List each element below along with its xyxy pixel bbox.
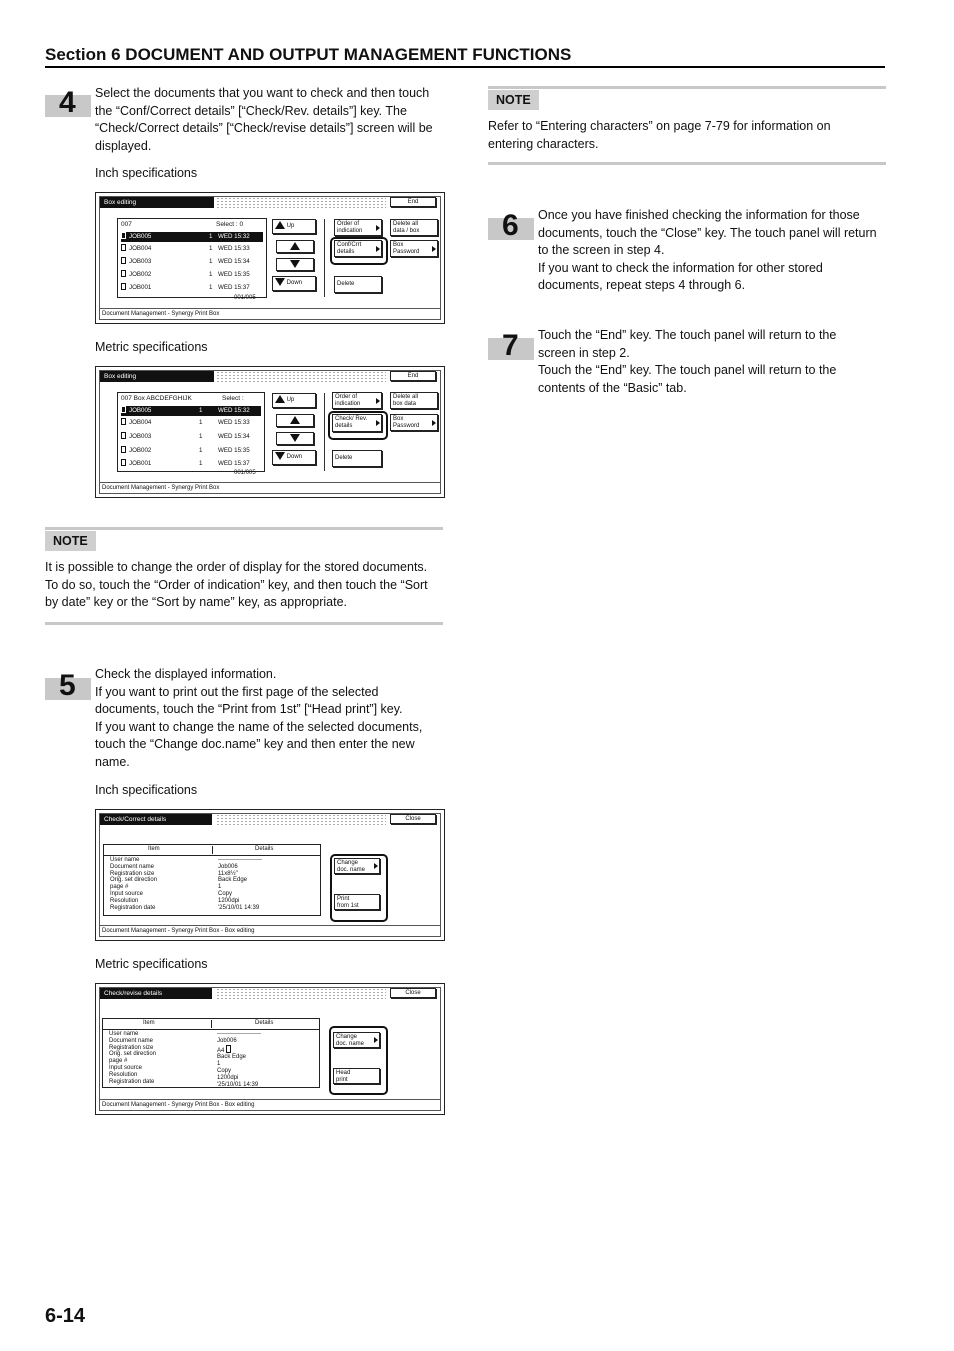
step-6-number: 6 <box>488 218 534 240</box>
select-count: Select : <box>222 395 244 402</box>
inch-spec-label: Inch specifications <box>95 783 198 797</box>
document-icon <box>121 244 126 251</box>
document-icon <box>121 283 126 290</box>
up-arrow-icon <box>290 416 300 424</box>
orientation-icon <box>226 1045 231 1053</box>
document-icon <box>121 432 126 439</box>
column-header-details: Details <box>255 846 274 852</box>
list-item[interactable]: JOB001 1 WED 15:37 <box>121 283 263 293</box>
list-item[interactable]: JOB002 1 WED 15:35 <box>121 270 263 280</box>
up-arrow-icon <box>290 242 300 250</box>
metric-spec-label: Metric specifications <box>95 340 208 354</box>
section-header: Section 6 DOCUMENT AND OUTPUT MANAGEMENT FUNCTIONS <box>45 44 885 68</box>
note-top-rule <box>488 86 886 89</box>
order-of-indication-button[interactable]: Order of indication <box>334 219 382 236</box>
delete-button[interactable]: Delete <box>332 450 382 467</box>
step-5-number: 5 <box>45 678 91 700</box>
head-print-button[interactable]: Head print <box>333 1068 380 1084</box>
screen-title: Check/revise details <box>100 988 212 999</box>
metric-spec-label: Metric specifications <box>95 957 208 971</box>
list-item[interactable]: JOB005 1 WED 15:32 <box>121 406 261 416</box>
list-item[interactable]: JOB005 1 WED 15:32 <box>121 232 263 242</box>
screen-footer: Document Management - Synergy Print Box - Box editing <box>99 1099 441 1111</box>
scroll-up-button[interactable] <box>276 414 314 427</box>
step-6-text: Once you have finished checking the information for those documents, touch the “Close” key. The touch panel will return to the screen in step 4. If you want to check the information for other stored documents, repeat steps 4 through 6. <box>538 208 877 293</box>
screen-footer: Document Management - Synergy Print Box - Box editing <box>99 925 441 937</box>
down-button[interactable]: Down <box>272 450 316 465</box>
document-list <box>117 218 267 298</box>
document-list <box>117 392 265 472</box>
up-button[interactable]: Up <box>272 393 316 408</box>
screen-title: Box editing <box>100 197 214 208</box>
printer-icon <box>121 459 126 466</box>
change-doc-name-button[interactable]: Change doc. name <box>333 1032 380 1048</box>
document-icon <box>121 257 126 264</box>
item-labels: User name Document name Registration size Orig. set direction page # Input source Resolution Registration date <box>110 857 158 911</box>
check-correct-details-screen <box>95 809 445 941</box>
list-item[interactable]: JOB004 1 WED 15:33 <box>121 418 261 428</box>
printer-icon <box>121 446 126 453</box>
details-table <box>103 844 321 916</box>
item-labels: User name Document name Registration size Orig. set direction page # Input source Resolution Registration date <box>109 1031 157 1085</box>
arrow-right-icon <box>376 420 380 426</box>
note-label: NOTE <box>45 531 96 551</box>
change-doc-name-button[interactable]: Change doc. name <box>334 858 380 874</box>
note-bottom-rule <box>488 162 886 165</box>
column-header-item: Item <box>143 1020 155 1026</box>
document-icon <box>121 232 126 239</box>
list-item[interactable]: JOB002 1 WED 15:35 <box>121 446 261 456</box>
delete-all-button[interactable]: Delete all data / box <box>390 219 438 236</box>
check-revise-details-screen <box>95 983 445 1115</box>
step-7-number: 7 <box>488 338 534 360</box>
delete-button[interactable]: Delete <box>334 276 382 293</box>
box-password-button[interactable]: Box Password <box>390 414 438 431</box>
column-header-item: Item <box>148 846 160 852</box>
scroll-down-button[interactable] <box>276 258 314 271</box>
box-editing-screen-inch <box>95 192 445 324</box>
select-count: Select : 0 <box>216 221 244 228</box>
arrow-right-icon <box>376 246 380 252</box>
screen-title: Box editing <box>100 371 214 382</box>
arrow-right-icon <box>376 225 380 231</box>
screen-footer: Document Management - Synergy Print Box <box>99 308 441 320</box>
page-counter: 001/005 <box>234 470 256 476</box>
step-4-number: 4 <box>45 95 91 117</box>
up-button[interactable]: Up <box>272 219 316 234</box>
note-bottom-rule <box>45 622 443 625</box>
step-7-text: Touch the “End” key. The touch panel will return to the screen in step 2. Touch the “End” key. The touch panel will return to the contents of the “Basic” tab. <box>538 328 837 395</box>
close-button[interactable]: Close <box>390 988 436 998</box>
list-item[interactable]: JOB001 1 WED 15:37 <box>121 459 261 469</box>
delete-all-button[interactable]: Delete all box data <box>390 392 438 409</box>
page-counter: 001/005 <box>234 295 256 301</box>
note-text: Refer to “Entering characters” on page 7-79 for information on entering characters. <box>488 119 831 151</box>
document-icon <box>121 418 126 425</box>
print-from-1st-button[interactable]: Print from 1st <box>334 894 380 910</box>
arrow-right-icon <box>432 246 436 252</box>
down-arrow-icon <box>275 452 285 460</box>
check-rev-details-button[interactable]: Check/ Rev. details <box>332 414 382 432</box>
inch-spec-label: Inch specifications <box>95 166 198 180</box>
list-item[interactable]: JOB003 1 WED 15:34 <box>121 257 263 267</box>
document-icon <box>121 406 126 413</box>
up-arrow-icon <box>275 395 285 403</box>
box-password-button[interactable]: Box Password <box>390 240 438 257</box>
down-button[interactable]: Down <box>272 276 316 291</box>
list-item[interactable]: JOB003 1 WED 15:34 <box>121 432 261 442</box>
document-icon <box>121 270 126 277</box>
step-4-text: Select the documents that you want to check and then touch the “Conf/Correct details” [“Check/Rev. details”] key. The “Check/Correct details” [“Check/revise details”] screen will be displayed. <box>95 86 433 153</box>
box-name: 007 Box ABCDEFGHIJK <box>121 395 192 402</box>
page-number: 6-14 <box>45 1305 86 1327</box>
down-arrow-icon <box>290 260 300 268</box>
item-values: ---------------------- Job006 A4 Back Edge 1 Copy 1200dpi '25/10/01 14:39 <box>217 1031 261 1088</box>
column-header-details: Details <box>255 1020 274 1026</box>
down-arrow-icon <box>290 434 300 442</box>
arrow-right-icon <box>432 420 436 426</box>
screen-footer: Document Management - Synergy Print Box <box>99 482 441 494</box>
end-button[interactable]: End <box>390 371 436 381</box>
order-of-indication-button[interactable]: Order of indication <box>332 392 382 409</box>
arrow-right-icon <box>376 398 380 404</box>
scroll-down-button[interactable] <box>276 432 314 445</box>
scroll-up-button[interactable] <box>276 240 314 253</box>
screen-title: Check/Correct details <box>100 814 212 825</box>
step-5-text: Check the displayed information. If you want to print out the first page of the selected documents, touch the “Print from 1st” [“Head print”] key. If you want to change the name of the selected documents, touch the “Change doc.name” key and then enter the new name. <box>95 667 423 769</box>
conf-correct-details-button[interactable]: Conf/Crrt details <box>334 240 382 257</box>
arrow-right-icon <box>374 1037 378 1043</box>
note-label: NOTE <box>488 90 539 110</box>
end-button[interactable]: End <box>390 197 436 207</box>
close-button[interactable]: Close <box>390 814 436 824</box>
up-arrow-icon <box>275 221 285 229</box>
box-editing-screen-metric <box>95 366 445 498</box>
list-item[interactable]: JOB004 1 WED 15:33 <box>121 244 263 254</box>
down-arrow-icon <box>275 278 285 286</box>
arrow-right-icon <box>374 863 378 869</box>
box-number: 007 <box>121 221 132 228</box>
item-values: ---------------------- Job006 11x8½" Back Edge 1 Copy 1200dpi '25/10/01 14:39 <box>218 857 262 911</box>
note-text: It is possible to change the order of display for the stored documents. To do so, touch the “Order of indication” key, and then touch the “Sort by date” key or the “Sort by name” key, as appropriate. <box>45 560 428 610</box>
note-top-rule <box>45 527 443 530</box>
details-table <box>102 1018 320 1088</box>
